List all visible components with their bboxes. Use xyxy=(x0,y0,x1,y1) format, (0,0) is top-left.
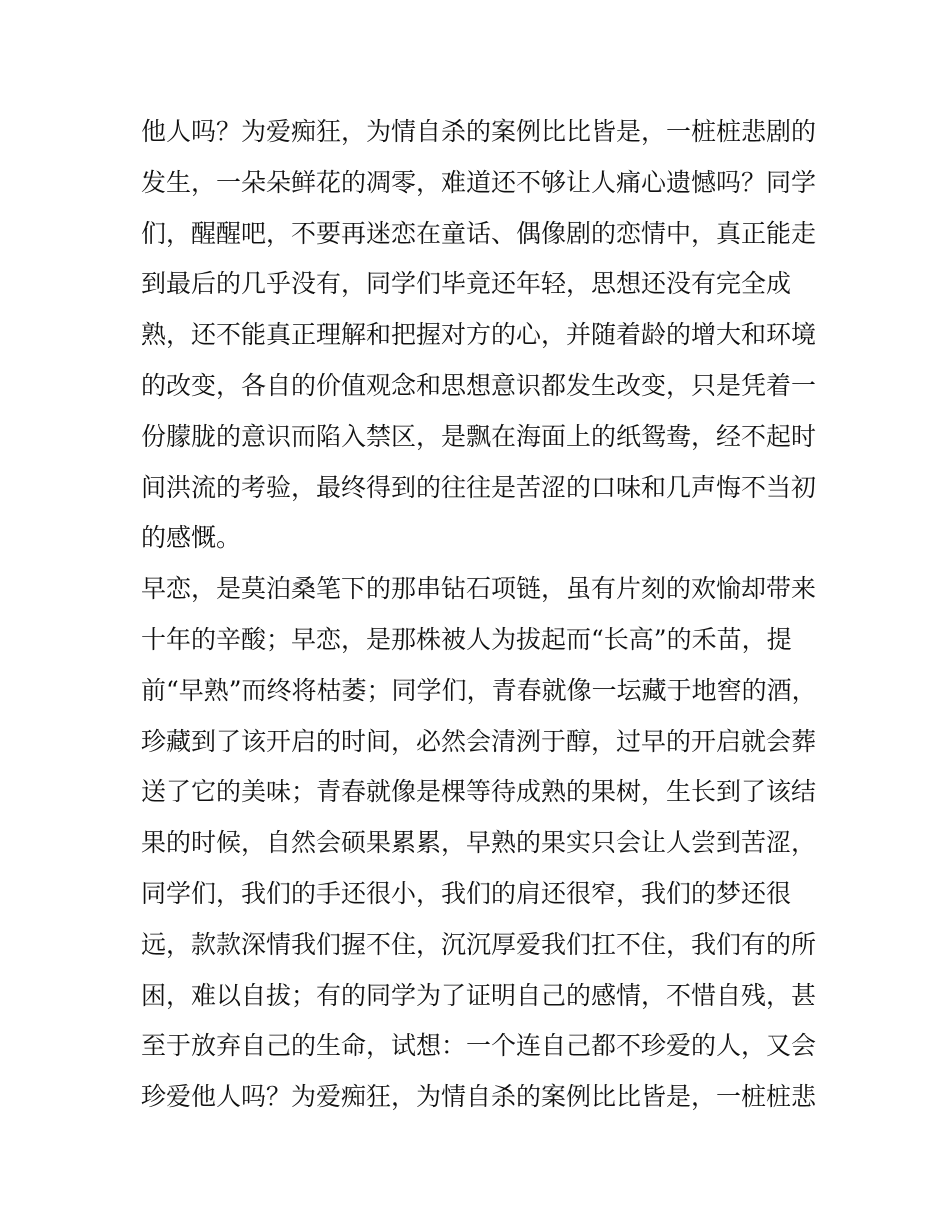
text-line: 远，款款深情我们握不住，沉沉厚爱我们扛不住，我们有的所 xyxy=(141,929,817,959)
body-text xyxy=(141,107,821,1123)
text-line: 的感慨。 xyxy=(141,523,242,553)
text-line: 们，醒醒吧，不要再迷恋在童话、偶像剧的恋情中，真正能走 xyxy=(141,218,817,248)
text-line: 到最后的几乎没有，同学们毕竟还年轻，思想还没有完全成 xyxy=(141,269,792,299)
text-line: 熟，还不能真正理解和把握对方的心，并随着龄的增大和环境 xyxy=(141,320,817,350)
text-line: 同学们，我们的手还很小，我们的肩还很窄，我们的梦还很 xyxy=(141,878,792,908)
text-line: 至于放弃自己的生命，试想：一个连自己都不珍爱的人，又会 xyxy=(141,1031,817,1061)
text-line: 果的时候，自然会硕果累累，早熟的果实只会让人尝到苦涩， xyxy=(141,828,817,858)
text-line: 困，难以自拔；有的同学为了证明自己的感情，不惜自残，甚 xyxy=(141,980,817,1010)
text-line: 间洪流的考验，最终得到的往往是苦涩的口味和几声悔不当初 xyxy=(141,472,817,502)
text-line: 前“早熟”而终将枯萎；同学们，青春就像一坛藏于地窖的酒， xyxy=(141,675,817,705)
text-line: 珍爱他人吗？为爱痴狂，为情自杀的案例比比皆是，一桩桩悲 xyxy=(141,1082,817,1112)
text-line: 发生，一朵朵鲜花的凋零，难道还不够让人痛心遗憾吗？同学 xyxy=(141,167,817,197)
text-line: 的改变，各自的价值观念和思想意识都发生改变，只是凭着一 xyxy=(141,370,817,400)
text-line: 份朦胧的意识而陷入禁区，是飘在海面上的纸鸳鸯，经不起时 xyxy=(141,421,817,451)
text-line: 送了它的美味；青春就像是棵等待成熟的果树，生长到了该结 xyxy=(141,777,817,807)
text-line: 早恋，是莫泊桑笔下的那串钻石项链，虽有片刻的欢愉却带来 xyxy=(141,574,817,604)
text-line: 他人吗？为爱痴狂，为情自杀的案例比比皆是，一桩桩悲剧的 xyxy=(141,117,817,146)
text-line: 珍藏到了该开启的时间，必然会清洌于醇，过早的开启就会葬 xyxy=(141,726,817,756)
text-line: 十年的辛酸；早恋，是那株被人为拔起而“长高”的禾苗，提 xyxy=(141,624,792,654)
